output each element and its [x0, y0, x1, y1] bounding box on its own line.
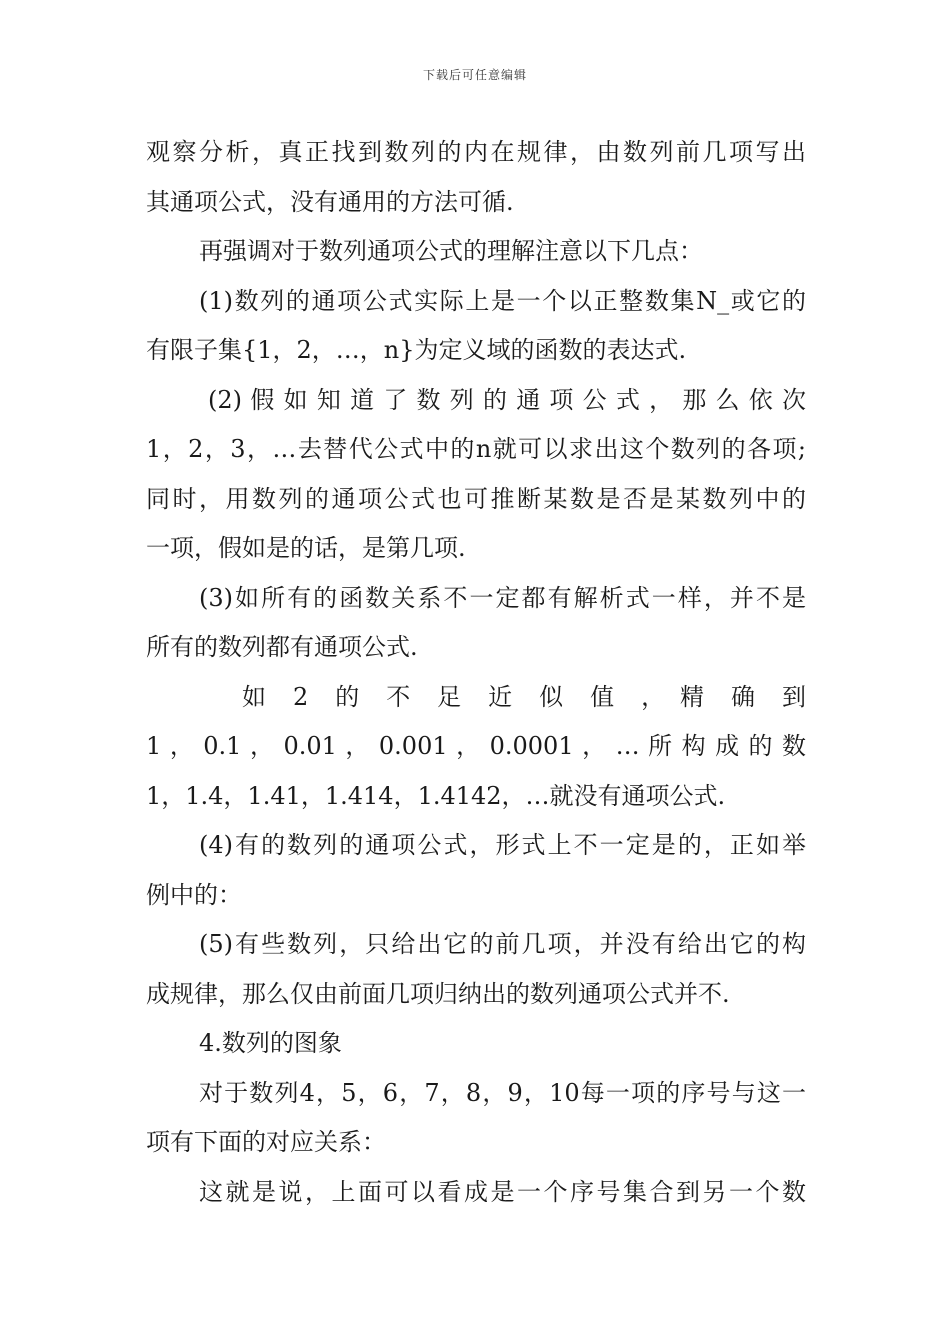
text-line: 这就是说，上面可以看成是一个序号集合到另一个数: [199, 1177, 806, 1206]
text-line: 对于数列4，5，6，7，8，9，10每一项的序号与这一: [199, 1078, 806, 1107]
text-line: 有限子集{1，2，…，n}为定义域的函数的表达式.: [146, 336, 687, 364]
text-line: 一项，假如是的话，是第几项.: [146, 534, 466, 562]
page-header: 下载后可任意编辑: [422, 68, 527, 82]
text-line: (5)有些数列，只给出它的前几项，并没有给出它的构: [199, 930, 806, 958]
text-line: (2) 假 如 知 道 了 数 列 的 通 项 公 式 ， 那 么 依 次: [208, 385, 806, 414]
text-line: 1，1.4，1.41，1.414，1.4142，…就没有通项公式.: [146, 781, 726, 810]
text-line: 成规律，那么仅由前面几项归纳出的数列通项公式并不.: [146, 979, 730, 1008]
text-line: 观察分析，真正找到数列的内在规律，由数列前几项写出: [146, 138, 806, 166]
text-line: (4)有的数列的通项公式，形式上不一定是的，正如举: [199, 831, 806, 859]
text-line: (1)数列的通项公式实际上是一个以正整数集N_或它的: [199, 286, 806, 315]
text-line: 1 ， 0.1 ， 0.01 ， 0.001 ， 0.0001 ， … 所 构 成 的 数: [146, 732, 806, 760]
text-line: 同时，用数列的通项公式也可推断某数是否是某数列中的: [146, 484, 806, 513]
section-heading: 4.数列的图象: [199, 1029, 342, 1057]
text-line: 所有的数列都有通项公式.: [146, 633, 418, 661]
text-line: 项有下面的对应关系：: [146, 1128, 386, 1156]
text-line: 例中的：: [146, 880, 242, 909]
text-line: 其通项公式，没有通用的方法可循.: [146, 187, 514, 216]
text-line: 再强调对于数列通项公式的理解注意以下几点：: [199, 237, 703, 265]
text-line: 1，2，3，…去替代公式中的n就可以求出这个数列的各项;: [146, 435, 806, 463]
document-body: [146, 128, 806, 1217]
text-line: (3)如所有的函数关系不一定都有解析式一样，并不是: [199, 583, 806, 612]
text-line: 如 2 的 不 足 近 似 值 ， 精 确 到: [242, 682, 806, 711]
